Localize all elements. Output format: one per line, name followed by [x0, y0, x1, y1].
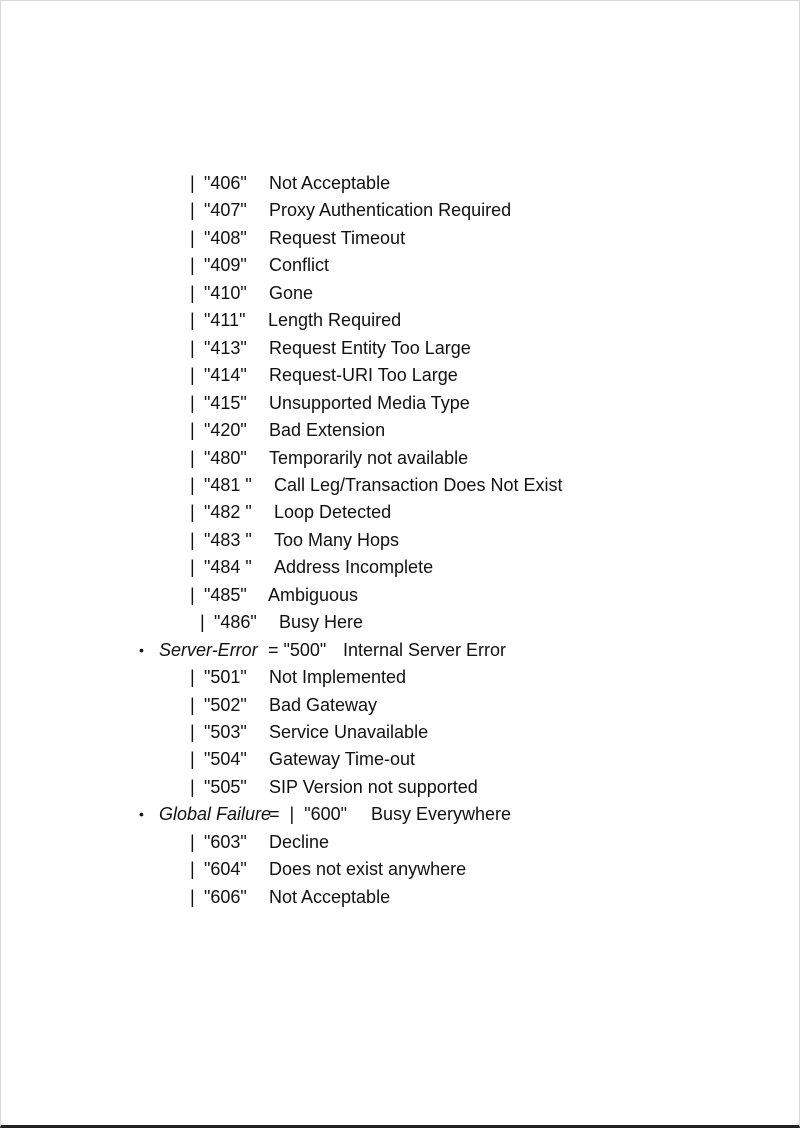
status-description: Gone [269, 282, 314, 303]
pipe-separator: | [190, 447, 195, 468]
pipe-separator: | [190, 502, 195, 523]
status-code: "503" [204, 722, 247, 742]
bullet-icon: • [139, 641, 144, 658]
status-description: Proxy Authentication Required [269, 200, 512, 221]
status-description: Length Required [268, 310, 402, 331]
pipe-separator: | [190, 529, 195, 550]
pipe-separator: | [190, 749, 195, 770]
pipe-separator: | [190, 227, 195, 248]
pipe-separator: | [190, 420, 195, 441]
status-description: Not Implemented [269, 667, 407, 688]
bullet-icon: • [139, 806, 144, 823]
status-description: SIP Version not supported [269, 776, 478, 797]
status-description: Request-URI Too Large [269, 365, 458, 386]
category-code: = "500" [263, 639, 327, 660]
status-code: "406" [204, 173, 247, 193]
status-description: Request Entity Too Large [269, 337, 471, 358]
status-code: "410" [204, 282, 247, 303]
status-code: "504" [204, 749, 247, 770]
status-code: "414" [204, 365, 247, 386]
status-description: Loop Detected [274, 502, 392, 523]
pipe-separator: | [190, 200, 195, 221]
status-description: Decline [269, 831, 330, 852]
status-code: "413" [204, 337, 247, 358]
status-code: "482 " [204, 502, 252, 523]
status-code: "411" [204, 310, 246, 331]
status-description: Gateway Time-out [269, 749, 416, 770]
status-code: "483 " [204, 529, 252, 550]
category-description: Busy Everywhere [371, 804, 512, 825]
status-code: "501" [204, 667, 247, 688]
category-description: Internal Server Error [343, 639, 507, 660]
status-description: Busy Here [279, 612, 364, 633]
status-description: Too Many Hops [274, 529, 400, 550]
pipe-separator: | [190, 392, 195, 413]
status-code: "407" [204, 200, 247, 221]
status-code: "420" [204, 420, 247, 441]
status-description: Service Unavailable [269, 722, 429, 742]
status-code: "485" [204, 584, 247, 605]
status-description: Unsupported Media Type [269, 392, 470, 413]
status-code: "486" [214, 612, 257, 633]
category-label: Server-Error [159, 639, 258, 660]
pipe-separator: | [190, 557, 195, 578]
status-description: Does not exist anywhere [269, 859, 467, 880]
status-description: Not Acceptable [269, 886, 391, 907]
pipe-separator: | [190, 474, 195, 495]
status-description: Temporarily not available [269, 447, 469, 468]
pipe-separator: | [190, 886, 195, 907]
pipe-separator: | [190, 282, 195, 303]
status-description: Bad Extension [269, 420, 386, 441]
status-code: "484 " [204, 557, 252, 578]
status-description: Request Timeout [269, 227, 406, 248]
pipe-separator: | [190, 831, 195, 852]
status-description: Bad Gateway [269, 694, 378, 715]
status-description: Not Acceptable [269, 173, 391, 193]
pipe-separator: | [190, 255, 195, 276]
pipe-separator: | [190, 584, 195, 605]
status-code: "606" [204, 886, 247, 907]
status-code: "481 " [204, 474, 252, 495]
pipe-separator: | [190, 173, 195, 193]
pipe-separator: | [200, 612, 205, 633]
status-code: "408" [204, 227, 247, 248]
category-label: Global Failure [159, 804, 272, 825]
pipe-separator: | [190, 776, 195, 797]
status-description: Conflict [269, 255, 330, 276]
pipe-separator: | [190, 667, 195, 688]
pipe-separator: | [190, 859, 195, 880]
status-code: "480" [204, 447, 247, 468]
status-code: "415" [204, 392, 247, 413]
category-code: = | "600" [269, 804, 348, 825]
status-code: "505" [204, 776, 247, 797]
status-description: Address Incomplete [274, 557, 434, 578]
status-code: "604" [204, 859, 247, 880]
status-code: "603" [204, 831, 247, 852]
pipe-separator: | [190, 310, 195, 331]
pipe-separator: | [190, 722, 195, 742]
status-code: "502" [204, 694, 247, 715]
status-code: "409" [204, 255, 247, 276]
pipe-separator: | [190, 337, 195, 358]
pipe-separator: | [190, 694, 195, 715]
status-description: Ambiguous [268, 584, 359, 605]
status-description: Call Leg/Transaction Does Not Exist [274, 474, 563, 495]
pipe-separator: | [190, 365, 195, 386]
